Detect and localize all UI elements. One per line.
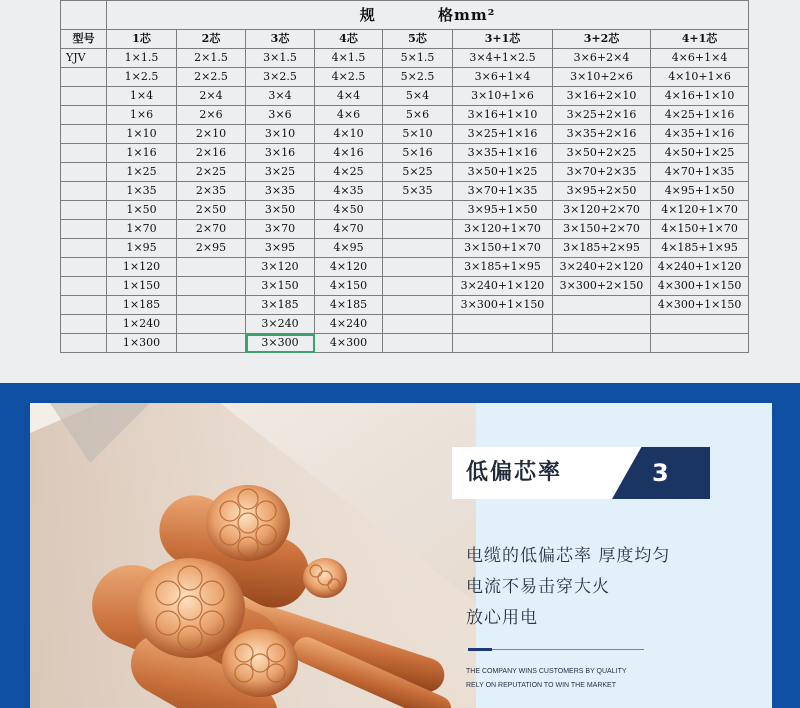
feature-number: 3: [652, 459, 669, 487]
spec-cell: 3×25: [246, 163, 315, 182]
spec-cell: 4×10+1×6: [651, 68, 749, 87]
spec-cell: 1×16: [107, 144, 177, 163]
model-cell: [61, 144, 107, 163]
table-title: 规 格mm²: [107, 1, 749, 30]
spec-cell: 3×35+2×16: [553, 125, 651, 144]
spec-cell: 2×10: [177, 125, 246, 144]
table-row: [61, 277, 749, 296]
spec-cell: 3×6+2×4: [553, 49, 651, 68]
spec-table: [60, 0, 749, 353]
spec-cell: 2×4: [177, 87, 246, 106]
spec-cell: 3×4+1×2.5: [453, 49, 553, 68]
column-header: 3+1芯: [453, 30, 553, 49]
spec-cell: 3×185+2×95: [553, 239, 651, 258]
spec-cell: 3×35: [246, 182, 315, 201]
spec-cell: 4×50+1×25: [651, 144, 749, 163]
column-header: 5芯: [383, 30, 453, 49]
spec-cell: 3×25+2×16: [553, 106, 651, 125]
column-header: 2芯: [177, 30, 246, 49]
spec-cell: [177, 334, 246, 353]
table-row: [61, 334, 749, 353]
spec-cell: [453, 315, 553, 334]
spec-cell: [383, 334, 453, 353]
spec-cell: 2×35: [177, 182, 246, 201]
spec-cell: 3×2.5: [246, 68, 315, 87]
tagline-line: THE COMPANY WINS CUSTOMERS BY QUALITY: [466, 668, 627, 675]
column-header: 型号: [61, 30, 107, 49]
spec-cell: [383, 277, 453, 296]
spec-cell: 3×70+2×35: [553, 163, 651, 182]
spec-cell: [177, 258, 246, 277]
spec-cell: 2×70: [177, 220, 246, 239]
company-tagline: [466, 665, 627, 693]
spec-cell: 3×150+1×70: [453, 239, 553, 258]
spec-cell: 2×50: [177, 201, 246, 220]
spec-cell: 4×16+1×10: [651, 87, 749, 106]
spec-cell: 3×4: [246, 87, 315, 106]
spec-cell: 4×300: [315, 334, 383, 353]
feature-line: 电流不易击穿大火: [466, 577, 610, 597]
spec-cell: 3×240+1×120: [453, 277, 553, 296]
table-row: [61, 49, 749, 68]
spec-cell: 1×70: [107, 220, 177, 239]
table-row: [61, 296, 749, 315]
model-cell: [61, 296, 107, 315]
spec-cell: 1×25: [107, 163, 177, 182]
divider-line: [492, 649, 644, 650]
spec-cell: [383, 239, 453, 258]
spec-cell: 5×6: [383, 106, 453, 125]
spec-cell: 3×95: [246, 239, 315, 258]
spec-cell: 3×16+1×10: [453, 106, 553, 125]
column-header: 3+2芯: [553, 30, 651, 49]
spec-cell: 3×10: [246, 125, 315, 144]
spec-cell: [383, 315, 453, 334]
table-row: [61, 106, 749, 125]
spec-cell: 4×25+1×16: [651, 106, 749, 125]
spec-cell: 3×25+1×16: [453, 125, 553, 144]
spec-cell: 3×300+1×150: [453, 296, 553, 315]
spec-cell: 3×70: [246, 220, 315, 239]
spec-cell: 1×240: [107, 315, 177, 334]
table-row: [61, 182, 749, 201]
spec-cell: [553, 334, 651, 353]
spec-cell: 4×70+1×35: [651, 163, 749, 182]
table-title-row: [61, 1, 749, 30]
model-cell: [61, 68, 107, 87]
spec-cell: 3×95+2×50: [553, 182, 651, 201]
column-header: 4+1芯: [651, 30, 749, 49]
table-row: [61, 258, 749, 277]
spec-cell: 3×120+1×70: [453, 220, 553, 239]
feature-title: 低偏芯率: [466, 460, 563, 485]
table-corner-cell: [61, 1, 107, 30]
spec-cell: 1×150: [107, 277, 177, 296]
spec-cell: 5×25: [383, 163, 453, 182]
spec-cell: 3×6: [246, 106, 315, 125]
spec-cell: 5×10: [383, 125, 453, 144]
spec-cell: 4×300+1×150: [651, 277, 749, 296]
spec-cell: 4×2.5: [315, 68, 383, 87]
spec-cell: 4×240: [315, 315, 383, 334]
spec-cell: 4×150: [315, 277, 383, 296]
spec-cell: 4×50: [315, 201, 383, 220]
spec-cell: [651, 315, 749, 334]
spec-cell: 5×4: [383, 87, 453, 106]
spec-cell: 3×70+1×35: [453, 182, 553, 201]
spec-cell: 3×240+2×120: [553, 258, 651, 277]
spec-cell: [383, 258, 453, 277]
spec-cell: 2×6: [177, 106, 246, 125]
spec-cell: 1×1.5: [107, 49, 177, 68]
spec-cell: 2×25: [177, 163, 246, 182]
spec-cell: [651, 334, 749, 353]
column-header: 1芯: [107, 30, 177, 49]
table-row: [61, 144, 749, 163]
spec-cell: 5×1.5: [383, 49, 453, 68]
spec-cell: 1×50: [107, 201, 177, 220]
spec-cell: 4×70: [315, 220, 383, 239]
accent-bar: [468, 648, 492, 651]
spec-cell: 3×16: [246, 144, 315, 163]
spec-cell: 3×185: [246, 296, 315, 315]
spec-cell: 4×120: [315, 258, 383, 277]
spec-cell: 4×16: [315, 144, 383, 163]
spec-cell: 3×240: [246, 315, 315, 334]
spec-cell: 2×16: [177, 144, 246, 163]
model-cell: [61, 201, 107, 220]
spec-cell: 1×95: [107, 239, 177, 258]
spec-cell: 1×300: [107, 334, 177, 353]
spec-cell: [553, 296, 651, 315]
spec-cell: [383, 220, 453, 239]
model-cell: [61, 258, 107, 277]
column-header: 3芯: [246, 30, 315, 49]
spec-cell: 3×50+1×25: [453, 163, 553, 182]
model-cell: [61, 277, 107, 296]
spec-cell: 3×35+1×16: [453, 144, 553, 163]
spec-cell: 3×150+2×70: [553, 220, 651, 239]
model-cell: [61, 315, 107, 334]
spec-cell: 3×10+2×6: [553, 68, 651, 87]
spec-cell: 1×120: [107, 258, 177, 277]
spec-cell: [383, 296, 453, 315]
table-row: [61, 163, 749, 182]
spec-cell: 3×6+1×4: [453, 68, 553, 87]
spec-cell: 4×95: [315, 239, 383, 258]
spec-cell: 4×4: [315, 87, 383, 106]
spec-cell: 5×2.5: [383, 68, 453, 87]
spec-cell: [177, 277, 246, 296]
spec-cell: 2×1.5: [177, 49, 246, 68]
spec-cell: 1×35: [107, 182, 177, 201]
spec-cell: 3×16+2×10: [553, 87, 651, 106]
model-cell: [61, 163, 107, 182]
spec-cell: [177, 315, 246, 334]
spec-cell: 4×150+1×70: [651, 220, 749, 239]
spec-cell: [177, 296, 246, 315]
model-cell: [61, 87, 107, 106]
spec-cell: 4×1.5: [315, 49, 383, 68]
spec-cell: 5×35: [383, 182, 453, 201]
table-row: [61, 125, 749, 144]
table-row: [61, 315, 749, 334]
spec-cell: 4×185: [315, 296, 383, 315]
table-row: [61, 68, 749, 87]
table-row: [61, 87, 749, 106]
spec-cell: 1×2.5: [107, 68, 177, 87]
spec-cell: 2×95: [177, 239, 246, 258]
feature-line: 电缆的低偏芯率 厚度均匀: [466, 546, 671, 566]
model-cell: [61, 239, 107, 258]
spec-cell: 1×6: [107, 106, 177, 125]
spec-cell: 3×95+1×50: [453, 201, 553, 220]
model-cell: YJV: [61, 49, 107, 68]
spec-cell: 4×6: [315, 106, 383, 125]
model-cell: [61, 220, 107, 239]
spec-cell: 3×185+1×95: [453, 258, 553, 277]
spec-cell: 3×120: [246, 258, 315, 277]
spec-cell: 4×35: [315, 182, 383, 201]
feature-description: [466, 541, 670, 634]
spec-cell: 1×185: [107, 296, 177, 315]
spec-cell: 4×25: [315, 163, 383, 182]
spec-cell: 3×300+2×150: [553, 277, 651, 296]
spec-cell: 4×6+1×4: [651, 49, 749, 68]
spec-cell: [553, 315, 651, 334]
spec-cell: 4×35+1×16: [651, 125, 749, 144]
table-row: [61, 220, 749, 239]
spec-cell: 4×95+1×50: [651, 182, 749, 201]
table-header-row: [61, 30, 749, 49]
spec-cell: [383, 201, 453, 220]
spec-cell: 4×10: [315, 125, 383, 144]
spec-cell: 4×185+1×95: [651, 239, 749, 258]
spec-cell: 2×2.5: [177, 68, 246, 87]
feature-line: 放心用电: [466, 608, 538, 628]
spec-cell: 3×50+2×25: [553, 144, 651, 163]
spec-cell: [453, 334, 553, 353]
spec-cell: 3×300: [246, 334, 315, 353]
spec-cell: 4×120+1×70: [651, 201, 749, 220]
spec-cell: 3×150: [246, 277, 315, 296]
column-header: 4芯: [315, 30, 383, 49]
tagline-line: RELY ON REPUTATION TO WIN THE MARKET: [466, 682, 617, 689]
spec-cell: 1×4: [107, 87, 177, 106]
feature-band: [0, 383, 800, 708]
model-cell: [61, 125, 107, 144]
table-row: [61, 201, 749, 220]
copper-cable-photo: [30, 403, 476, 708]
spec-cell: 3×50: [246, 201, 315, 220]
spec-cell: 3×1.5: [246, 49, 315, 68]
table-row: [61, 239, 749, 258]
spec-cell: 4×240+1×120: [651, 258, 749, 277]
model-cell: [61, 106, 107, 125]
model-cell: [61, 182, 107, 201]
spec-cell: 4×300+1×150: [651, 296, 749, 315]
spec-cell: 3×10+1×6: [453, 87, 553, 106]
model-cell: [61, 334, 107, 353]
spec-cell: 1×10: [107, 125, 177, 144]
spec-cell: 3×120+2×70: [553, 201, 651, 220]
spec-cell: 5×16: [383, 144, 453, 163]
